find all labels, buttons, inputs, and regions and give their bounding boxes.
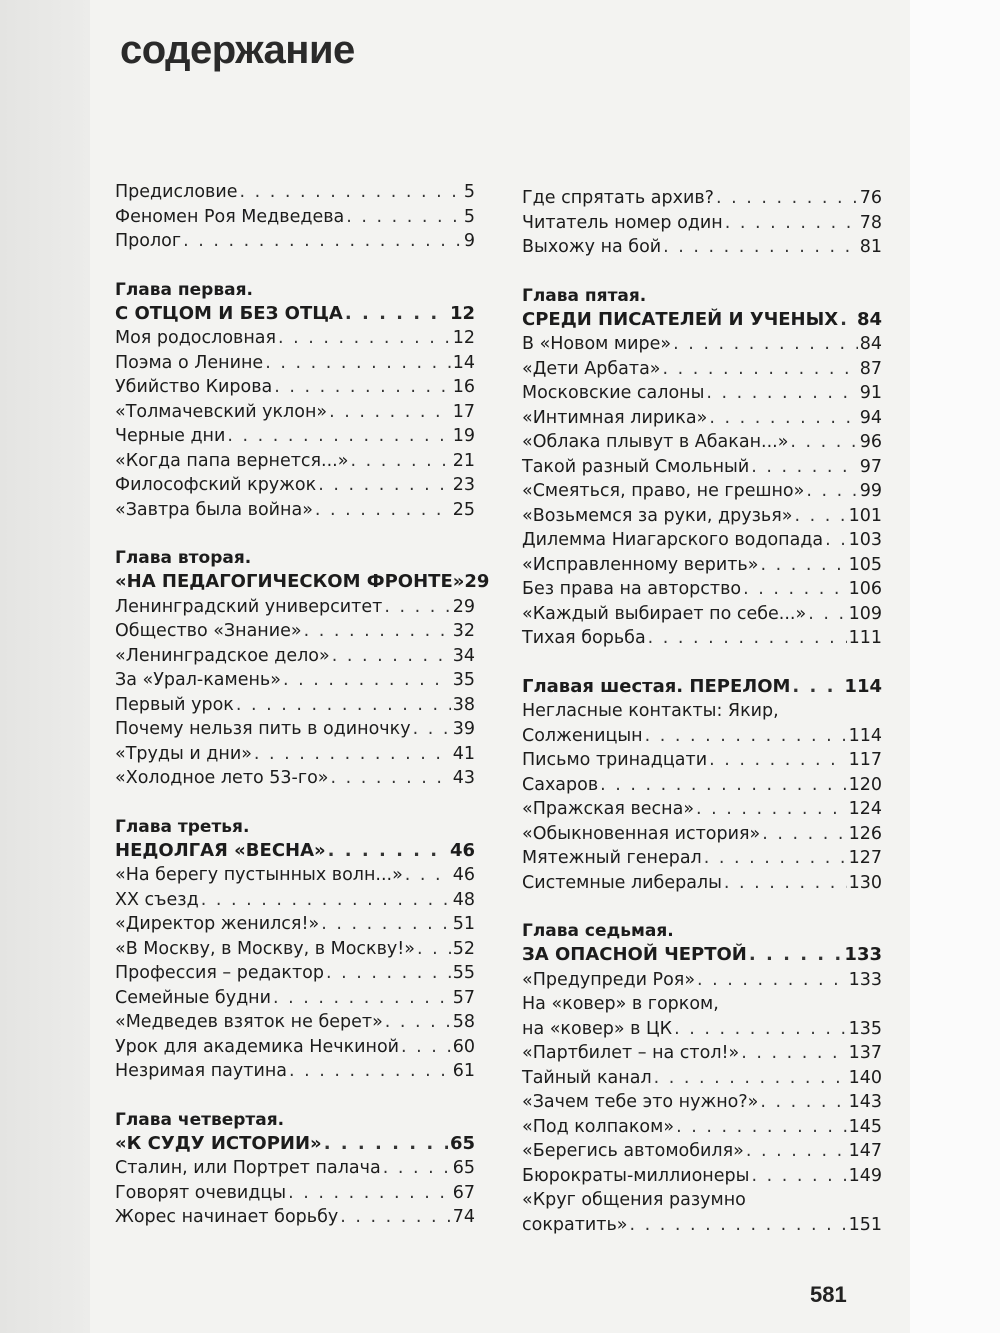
dot-leader [762,822,846,847]
dot-leader [663,235,858,260]
dot-leader [413,717,451,742]
toc-entry-page: 124 [848,799,882,819]
toc-entry-page: 14 [452,352,475,373]
toc-entry-list [522,1017,882,1189]
toc-entry-title: Такой разный Смольный [522,456,750,477]
toc-entry-page: 78 [859,212,882,233]
toc-entry [115,668,475,693]
toc-entry-title: «Партбилет – на стол!» [522,1043,740,1063]
chapter-heading: НЕДОЛГАЯ «ВЕСНА» . . . 46 [115,839,475,864]
toc-entry-list [115,595,475,791]
toc-entry-page: 16 [452,377,475,397]
toc-entry-page: 103 [848,530,882,550]
dot-leader [751,1164,846,1189]
toc-entry [522,724,882,749]
dot-leader [645,724,847,749]
dot-leader [326,961,451,986]
dot-leader [808,602,846,627]
dot-leader [751,455,858,480]
chapter-label: Глава первая. [115,279,253,300]
toc-entry-title: «Директор женился!» [115,914,320,934]
toc-entry [115,375,475,400]
toc-entry-title: За «Урал-камень» [115,670,281,690]
toc-entry [522,1164,882,1189]
toc-entry [522,1213,882,1238]
dot-leader [676,1115,847,1140]
toc-entry [522,1041,882,1066]
toc-entry [522,846,882,871]
dot-leader [405,863,451,888]
toc-entry [522,406,882,431]
toc-entry [522,186,882,211]
toc-entry-title: «Холодное лето 53-го» [115,768,329,788]
toc-entry [522,1115,882,1140]
toc-entry-title: «Интимная лирика» [522,407,708,428]
dot-leader [254,742,451,767]
toc-entry-list [522,332,882,651]
toc-entry [115,863,475,888]
toc-entry [115,498,475,523]
dot-leader [329,400,451,425]
toc-entry-page: 147 [848,1141,882,1161]
toc-entry [115,1010,475,1035]
toc-entry-title: Феномен Роя Медведева [115,206,345,227]
chapter-label: Глава пятая. [522,285,647,306]
toc-entry-title: Первый урок [115,694,234,715]
page-number: 581 [810,1282,847,1307]
toc-entry [115,1205,475,1230]
toc-entry [522,553,882,578]
dot-leader [346,205,462,230]
toc-entry-page: 106 [848,579,882,599]
chapter-heading: СРЕДИ ПИСАТЕЛЕЙ И УЧЕНЫХ . . . 84 [522,308,882,333]
toc-entry [115,351,475,376]
toc-entry-page: 34 [452,645,475,666]
dot-leader [274,375,450,400]
toc-entry-page: 5 [463,206,475,227]
dot-leader [385,1010,451,1035]
dot-leader [265,351,451,376]
toc-entry [522,455,882,480]
toc-entry-page: 151 [848,1214,882,1235]
toc-entry-title: сократить» [522,1214,628,1235]
dot-leader [288,1181,451,1206]
toc-entry [522,822,882,847]
dot-leader [806,479,857,504]
chapter-label: Глава седьмая. [522,921,674,941]
toc-entry-page: 105 [848,554,882,575]
toc-entry-page: 101 [848,505,882,526]
toc-entry-title: Предисловие [115,182,238,202]
dot-leader [600,773,846,798]
dot-leader [725,211,858,236]
dot-leader [825,528,846,553]
dot-leader [289,1059,451,1084]
chapter-heading: Главая шестая. ПЕРЕЛОМ . . . 114 [522,675,882,700]
toc-entry-continued: Негласные контакты: Якир, [522,701,779,721]
toc-entry-title: «Облака плывут в Абакан...» [522,432,789,452]
toc-entry [522,504,882,529]
dot-leader [790,430,857,455]
toc-entry [115,644,475,669]
toc-entry-page: 46 [452,865,475,885]
toc-entry-title: Жорес начинает борьбу [115,1207,339,1227]
dot-leader [674,1017,847,1042]
toc-entry-title: Говорят очевидцы [115,1182,287,1203]
toc-entry [522,871,882,896]
toc-entry [522,381,882,406]
toc-entry-title: Незримая паутина [115,1061,287,1081]
toc-entry-title: «Зачем тебе это нужно?» [522,1092,759,1112]
toc-entry-page: 111 [848,628,882,648]
toc-entry-title: В «Новом мире» [522,334,672,354]
toc-entry-title: «Смеяться, право, не грешно» [522,481,805,501]
toc-entry-page: 19 [452,426,475,446]
dot-leader [227,424,450,449]
dot-leader [654,1066,847,1091]
toc-entry-page: 35 [452,670,475,690]
toc-entry-page: 137 [848,1043,882,1063]
dot-leader [760,553,846,578]
dot-leader [673,332,858,357]
toc-entry-list [115,863,475,1084]
dot-leader [417,937,451,962]
toc-entry [115,180,475,205]
toc-entry-title: Московские салоны [522,383,705,403]
toc-entry-page: 43 [452,768,475,788]
toc-entry-title: Урок для академика Нечкиной [115,1036,400,1057]
toc-entry [115,1035,475,1060]
toc-column-left [115,180,490,1230]
toc-entry [115,400,475,425]
toc-entry-title: Тихая борьба [522,628,646,648]
toc-entry-page: 81 [859,237,882,257]
toc-entry-title: «Медведев взяток не берет» [115,1012,383,1032]
dot-leader [696,797,847,822]
toc-entry-continued: «Круг общения разумно [522,1190,746,1210]
dot-leader [350,449,450,474]
dot-leader [630,1213,847,1238]
toc-entry-title: «Берегись автомобиля» [522,1141,744,1161]
toc-entry-title: Выхожу на бой [522,237,662,257]
toc-entry-page: 99 [859,481,882,501]
toc-entry [115,619,475,644]
dot-leader [239,180,461,205]
page-title: содержание [120,28,355,72]
dot-leader [706,381,857,406]
chapter-label: Глава четвертая. [115,1109,285,1130]
toc-entry-page: 91 [859,383,882,403]
toc-entry-title: Мятежный генерал [522,848,702,868]
toc-entry-title: «Когда папа вернется...» [115,450,349,471]
toc-entry [115,449,475,474]
toc-entry-page: 127 [848,848,882,868]
toc-entry-page: 133 [848,969,882,990]
dot-leader [760,1090,846,1115]
toc-entry-page: 39 [452,719,475,739]
toc-entry-title: Убийство Кирова [115,377,273,397]
toc-entry-list [115,180,475,254]
toc-entry-title: «Ленинградское дело» [115,645,330,666]
toc-entry-title: «Труды и дни» [115,743,252,764]
toc-entry [522,602,882,627]
toc-entry-title: Ленинградский университет [115,596,383,617]
toc-entry [115,766,475,791]
toc-entry [115,961,475,986]
toc-entry [522,1066,882,1091]
toc-entry-page: 12 [452,328,475,348]
dot-leader [236,693,451,718]
toc-entry [115,717,475,742]
toc-entry [522,626,882,651]
toc-entry-title: «Каждый выбирает по себе...» [522,603,807,624]
toc-entry-title: XX съезд [115,889,199,910]
toc-entry-title: Философский кружок [115,475,317,495]
toc-entry-page: 32 [452,621,475,641]
toc-entry-title: на «ковер» в ЦК [522,1018,673,1039]
toc-entry [522,430,882,455]
dot-leader [724,871,847,896]
toc-entry [522,479,882,504]
toc-column-right [522,186,882,1237]
dot-leader [743,577,846,602]
dot-leader [201,888,451,913]
chapter-label: Глава вторая. [115,548,252,568]
toc-entry-page: 41 [452,743,475,764]
toc-entry-title: Общество «Знание» [115,621,302,641]
toc-entry-page: 60 [452,1036,475,1057]
toc-entry-title: «Предупреди Роя» [522,969,696,990]
dot-leader [332,644,451,669]
toc-entry [115,742,475,767]
toc-entry-page: 48 [452,889,475,910]
toc-entry-title: «На берегу пустынных волн...» [115,865,403,885]
dot-leader [648,626,847,651]
dot-leader [741,1041,846,1066]
toc-entry-page: 51 [452,914,475,934]
toc-entry-page: 57 [452,987,475,1008]
toc-entry-title: Без права на авторство [522,579,742,599]
toc-entry [115,1181,475,1206]
toc-entry-title: «Под колпаком» [522,1116,675,1137]
toc-entry [522,577,882,602]
toc-entry [115,205,475,230]
toc-entry-title: Почему нельзя пить в одиночку [115,719,411,739]
toc-entry [522,968,882,993]
toc-entry-page: 130 [848,872,882,893]
toc-entry-list [115,326,475,522]
toc-entry-title: Моя родословная [115,328,277,348]
toc-entry-title: «Возьмемся за руки, друзья» [522,505,793,526]
toc-entry [115,595,475,620]
toc-entry-title: «Дети Арбата» [522,358,661,379]
toc-entry [522,357,882,382]
toc-entry-page: 65 [452,1158,475,1178]
chapter-heading: «НА ПЕДАГОГИЧЕСКОМ ФРОНТЕ» 29 [115,571,490,592]
toc-entry-title: Системные либералы [522,872,722,893]
dot-leader [340,1205,450,1230]
toc-entry-page: 61 [452,1061,475,1081]
toc-entry-list [522,1213,882,1238]
chapter-heading: ЗА ОПАСНОЙ ЧЕРТОЙ . . . 133 [522,943,882,968]
toc-entry-page: 29 [452,596,475,617]
toc-entry-title: «Обыкновенная история» [522,823,761,844]
page-right-margin [910,0,1000,1333]
toc-entry [522,773,882,798]
toc-entry-page: 58 [452,1012,475,1032]
toc-entry-page: 145 [848,1116,882,1137]
toc-entry-title: Сахаров [522,774,599,795]
dot-leader [273,986,451,1011]
dot-leader [318,473,451,498]
toc-entry-page: 21 [452,450,475,471]
toc-entry-title: Пролог [115,231,182,251]
toc-entry-title: Дилемма Ниагарского водопада [522,530,824,550]
toc-entry [522,528,882,553]
dot-leader [304,619,451,644]
toc-entry-title: «Завтра была война» [115,499,313,520]
toc-entry [522,1139,882,1164]
toc-entry-title: Поэма о Ленине [115,352,264,373]
toc-entry-list [522,968,882,993]
toc-entry [115,473,475,498]
toc-entry-page: 97 [859,456,882,477]
toc-entry [115,888,475,913]
toc-entry-list [115,1156,475,1230]
dot-leader [716,186,858,211]
toc-entry-title: Солженицын [522,725,643,746]
page-left-margin [0,0,90,1333]
toc-entry-page: 55 [452,963,475,983]
toc-entry [115,937,475,962]
toc-entry [115,986,475,1011]
dot-leader [183,229,462,254]
toc-entry [522,1017,882,1042]
toc-entry-page: 84 [859,334,882,354]
dot-leader [283,668,451,693]
toc-entry-list [522,724,882,896]
toc-entry-page: 114 [848,725,882,746]
toc-entry-page: 140 [848,1067,882,1088]
toc-entry-page: 109 [848,603,882,624]
toc-entry [115,912,475,937]
toc-entry-title: Где спрятать архив? [522,188,714,208]
toc-entry-page: 94 [859,407,882,428]
dot-leader [384,595,450,620]
toc-entry-title: Профессия – редактор [115,963,325,983]
dot-leader [383,1156,451,1181]
toc-entry [115,424,475,449]
toc-entry [522,235,882,260]
toc-entry [522,332,882,357]
toc-entry-page: 120 [848,774,882,795]
toc-entry-page: 74 [452,1207,475,1227]
toc-entry-page: 149 [848,1165,882,1186]
chapter-label: Глава третья. [115,816,250,837]
toc-entry [115,1156,475,1181]
dot-leader [401,1035,451,1060]
toc-entry-title: Читатель номер один [522,212,723,233]
toc-entry-page: 17 [452,401,475,422]
toc-entry-title: Семейные будни [115,987,271,1008]
dot-leader [697,968,847,993]
chapter-heading: С ОТЦОМ И БЕЗ ОТЦА . . . 12 [115,302,475,327]
toc-entry-continued: На «ковер» в горком, [522,994,719,1014]
toc-entry-title: «Пражская весна» [522,799,695,819]
dot-leader [321,912,451,937]
toc-entry [115,229,475,254]
toc-entry [115,693,475,718]
dot-leader [794,504,846,529]
toc-entry-title: «В Москву, в Москву, в Москву!» [115,938,416,959]
chapter-heading: «К СУДУ ИСТОРИИ» . . . 65 [115,1132,475,1157]
toc-entry-page: 23 [452,475,475,495]
toc-entry-page: 67 [452,1182,475,1203]
dot-leader [663,357,858,382]
toc-entry-page: 9 [463,231,475,251]
toc-entry [522,797,882,822]
toc-entry-page: 96 [859,432,882,452]
toc-entry [522,748,882,773]
toc-entry [522,211,882,236]
dot-leader [315,498,451,523]
dot-leader [330,766,450,791]
toc-entry-page: 76 [859,188,882,208]
toc-entry [522,1090,882,1115]
toc-entry-page: 117 [848,750,882,770]
dot-leader [709,406,857,431]
toc-entry-title: Письмо тринадцати [522,750,708,770]
toc-entry-title: Тайный канал [522,1067,652,1088]
toc-entry-title: Черные дни [115,426,226,446]
toc-entry-title: Сталин, или Портрет палача [115,1158,381,1178]
toc-entry-page: 87 [859,358,882,379]
toc-entry-page: 143 [848,1092,882,1112]
toc-entry-title: «Исправленному верить» [522,554,759,575]
toc-entry-title: «Толмачевский уклон» [115,401,328,422]
toc-entry-page: 38 [452,694,475,715]
toc-entry-page: 135 [848,1018,882,1039]
dot-leader [746,1139,847,1164]
dot-leader [709,748,847,773]
toc-entry-page: 25 [452,499,475,520]
toc-entry [115,1059,475,1084]
toc-entry [115,326,475,351]
toc-entry-list [522,186,882,260]
toc-entry-page: 5 [463,182,475,202]
dot-leader [278,326,451,351]
toc-entry-page: 52 [452,938,475,959]
dot-leader [704,846,847,871]
toc-entry-title: Бюрократы-миллионеры [522,1165,750,1186]
toc-entry-page: 126 [848,823,882,844]
